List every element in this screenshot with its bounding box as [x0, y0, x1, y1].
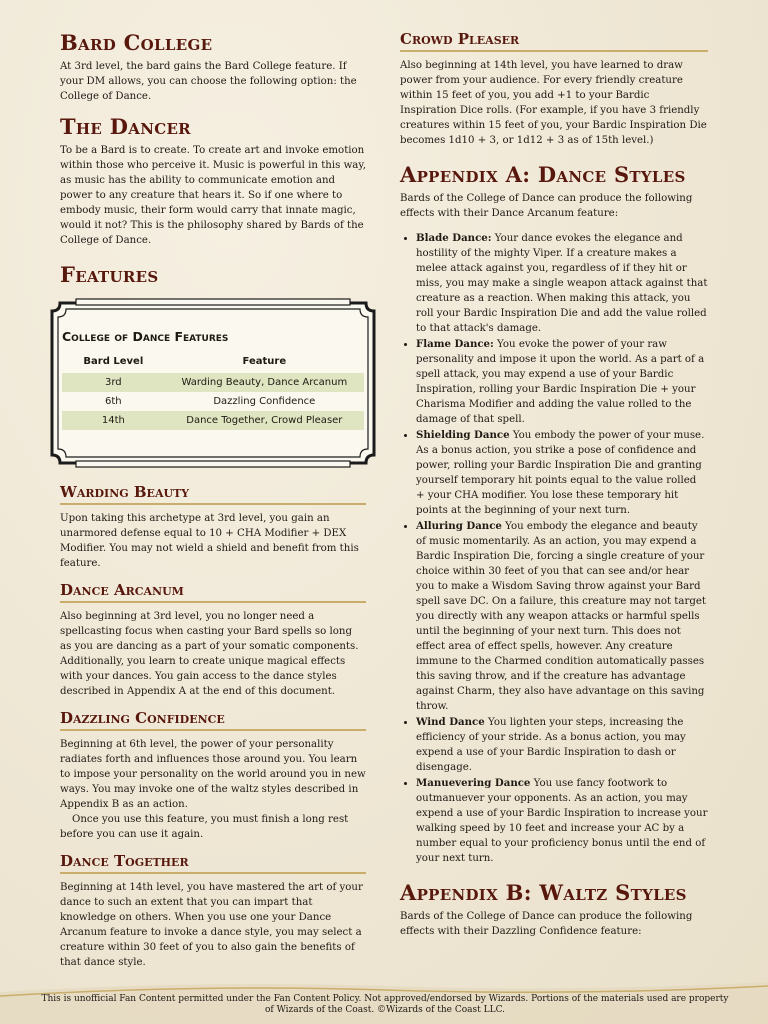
list-item [416, 715, 708, 775]
table-cell-level: 3rd [62, 373, 165, 392]
style-name: Blade Dance: [416, 232, 492, 244]
style-name: Wind Dance [416, 716, 485, 728]
list-item [416, 337, 708, 427]
list-item [416, 519, 708, 714]
style-text: Your dance evokes the elegance and hostility of the mighty Viper. If a creature makes a melee attack against you, regardless of if they hit or miss, you may make a single weapon attack against that creature as a reaction. When making this attack, you roll your Bardic Inspiration Die and add the value rolled to that attack's damage. [416, 233, 708, 334]
style-text: You embody the power of your muse. As a bonus action, you strike a pose of confidence and power, rolling your Bardic Inspiration Die and granting yourself temporary hit points equal to the value rolled + your CHA modifier. You lose these temporary hit points at the beginning of your next turn. [416, 430, 705, 516]
heading-warding-beauty: Warding Beauty [60, 483, 366, 505]
paragraph-dazzling-confidence: Beginning at 6th level, the power of your personality radiates forth and influences those around you. You learn to impose your personality on the world around you in new ways. You may invoke one of the waltz styles described in Appendix B as an action. [60, 739, 366, 810]
paragraph-warding-beauty: Upon taking this archetype at 3rd level, you gain an unarmored defense equal to 10 + CHA Modifier + DEX Modifier. You may not wield a shield and benefit from this feature. [60, 513, 359, 569]
features-table [62, 352, 364, 430]
style-text: You evoke the power of your raw personality and impose it upon the world. As a part of a spell attack, you may expend a use of your Bardic Inspiration, rolling your Bardic Inspiration Die + your Charisma Modifier and adding the value rolled to the damage of that spell. [416, 339, 705, 425]
table-cell-feature: Dazzling Confidence [213, 396, 316, 407]
heading-appendix-b: Appendix B: Waltz Styles [400, 880, 687, 905]
paragraph-the-dancer: To be a Bard is to create. To create art and invoke emotion within those who perceive it. Music is powerful in this way, as music has the ability to communicate emotion and power to any creature that hears it. So if one where to embody music, their form would carry that innate magic, would it not? This is the philosophy shared by Bards of the College of Dance. [60, 145, 367, 246]
heading-crowd-pleaser: Crowd Pleaser [400, 30, 708, 52]
right-column [400, 30, 708, 949]
table-cell-level: 14th [62, 411, 165, 430]
column-header-bard-level: Bard Level [83, 356, 144, 367]
table-row [62, 392, 364, 411]
style-text: You use fancy footwork to outmanuever your opponents. As an action, you may expend a use of your Bardic Inspiration to increase your walking speed by 10 feet and increase your AC by a number equal to your proficiency bonus until the end of your next turn. [416, 778, 708, 864]
style-text: You embody the elegance and beauty of music momentarily. As an action, you may expend a Bardic Inspiration Die, forcing a single creature of your choice within 30 feet of you that can see and/or hear you to make a Wisdom Saving throw against your Bard spell save DC. On a failure, this creature may not target you directly with any weapon attacks or harmful spells until the beginning of your next turn. This does not effect area of effect spells, however. Any creature immune to the Charmed condition automatically passes this saving throw, and if the creature has advantage against Charm, they also have advantage on this saving throw. [416, 521, 706, 712]
table-row [62, 373, 364, 392]
table-row [62, 411, 364, 430]
paragraph-dazzling-confidence-2: Once you use this feature, you must finish a long rest before you can use it again. [60, 814, 349, 840]
features-table-inner [62, 321, 364, 430]
paragraph-dance-arcanum: Also beginning at 3rd level, you no longer need a spellcasting focus when casting your Bard spells so long as you are dancing as a part of your somatic components. Additionally, you learn to create unique magical effects with your dances. You gain access to the dance styles described in Appendix A at the end of this document. [60, 611, 359, 697]
table-cell-feature: Warding Beauty, Dance Arcanum [165, 373, 364, 392]
style-name: Alluring Dance [416, 520, 502, 532]
heading-bard-college: Bard College [60, 30, 213, 55]
list-item [416, 231, 708, 336]
table-cell-level: 6th [105, 396, 122, 407]
style-name: Manuevering Dance [416, 777, 531, 789]
features-table-frame [46, 297, 380, 469]
style-name: Shielding Dance [416, 429, 510, 441]
paragraph-crowd-pleaser: Also beginning at 14th level, you have learned to draw power from your audience. For every friendly creature within 15 feet of you, you add +1 to your Bardic Inspiration Dice rolls. (For example, if you have 3 friendly creatures within 15 feet of you, your Bardic Inspiration Die becomes 1d10 + 3, or 1d12 + 3 as of 15th level.) [400, 60, 707, 146]
heading-the-dancer: The Dancer [60, 114, 191, 139]
list-item [416, 428, 708, 518]
features-table-title: College of Dance Features [62, 329, 229, 344]
paragraph-dance-together: Beginning at 14th level, you have mastered the art of your dance to such an extent that you can impart that knowledge on others. When you use one your Dance Arcanum feature to invoke a dance style, you may select a creature within 30 feet of you to also gain the benefits of that dance style. [60, 882, 363, 968]
heading-appendix-a: Appendix A: Dance Styles [400, 162, 686, 187]
paragraph-appendix-b: Bards of the College of Dance can produce the following effects with their Dazzling Confidence feature: [400, 911, 693, 937]
heading-features: Features [60, 262, 159, 287]
paragraph-bard-college: At 3rd level, the bard gains the Bard College feature. If your DM allows, you can choose the following option: the College of Dance. [60, 61, 357, 102]
style-name: Flame Dance: [416, 338, 494, 350]
dance-styles-list [400, 231, 708, 866]
column-header-feature: Feature [242, 356, 287, 367]
heading-dance-arcanum: Dance Arcanum [60, 581, 366, 603]
paragraph-appendix-a: Bards of the College of Dance can produce the following effects with their Dance Arcanum feature: [400, 193, 693, 219]
table-cell-feature: Dance Together, Crowd Pleaser [165, 411, 364, 430]
style-text: You lighten your steps, increasing the efficiency of your stride. As a bonus action, you may expend a use of your Bardic Inspiration to dash or disengage. [416, 717, 686, 773]
table-header-row [62, 352, 364, 373]
list-item [416, 776, 708, 866]
left-column [60, 30, 366, 980]
heading-dazzling-confidence: Dazzling Confidence [60, 709, 366, 731]
footer-legal-text: This is unofficial Fan Content permitted under the Fan Content Policy. Not approved/endorsed by Wizards. Portions of the materials used are property of Wizards of the Coast. ©Wizards of the Coast LLC. [41, 994, 729, 1015]
heading-dance-together: Dance Together [60, 852, 366, 874]
